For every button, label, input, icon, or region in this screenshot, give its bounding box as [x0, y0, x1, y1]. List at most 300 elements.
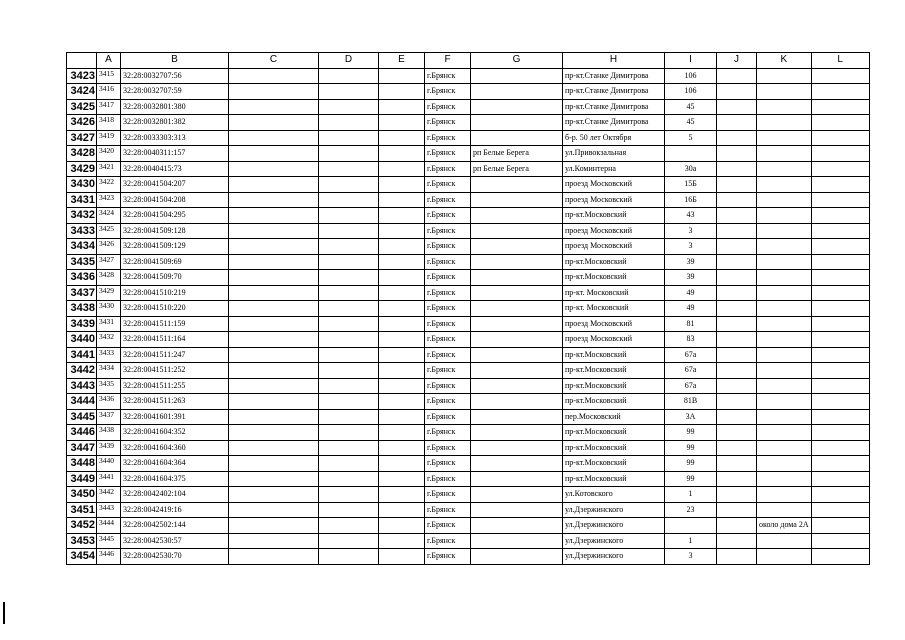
cell-h[interactable]: пр-кт.Станке Димитрова — [563, 115, 665, 131]
cell-e[interactable] — [379, 192, 425, 208]
cell-i[interactable]: 49 — [665, 301, 717, 317]
cell-k[interactable] — [757, 99, 812, 115]
cell-a[interactable]: 3432 — [97, 332, 121, 348]
column-header-a[interactable]: A — [97, 53, 121, 69]
cell-i[interactable]: 3 — [665, 549, 717, 565]
cell-h[interactable]: пр-кт.Московский — [563, 378, 665, 394]
cell-e[interactable] — [379, 239, 425, 255]
cell-g[interactable]: рп Белые Берега — [471, 146, 563, 162]
cell-a[interactable]: 3421 — [97, 161, 121, 177]
cell-e[interactable] — [379, 254, 425, 270]
cell-a[interactable]: 3439 — [97, 440, 121, 456]
cell-f[interactable]: г.Брянск — [425, 270, 471, 286]
cell-h[interactable]: пр-кт.Московский — [563, 347, 665, 363]
cell-d[interactable] — [319, 440, 379, 456]
cell-e[interactable] — [379, 471, 425, 487]
cell-e[interactable] — [379, 177, 425, 193]
cell-b[interactable]: 32:28:0041604:360 — [121, 440, 229, 456]
row-number[interactable]: 3453 — [67, 533, 97, 549]
cell-b[interactable]: 32:28:0041511:263 — [121, 394, 229, 410]
row-number[interactable]: 3446 — [67, 425, 97, 441]
row-number[interactable]: 3424 — [67, 84, 97, 100]
row-number[interactable]: 3434 — [67, 239, 97, 255]
cell-f[interactable]: г.Брянск — [425, 456, 471, 472]
row-number[interactable]: 3426 — [67, 115, 97, 131]
cell-g[interactable] — [471, 332, 563, 348]
cell-g[interactable] — [471, 471, 563, 487]
cell-j[interactable] — [717, 409, 757, 425]
row-number[interactable]: 3441 — [67, 347, 97, 363]
cell-f[interactable]: г.Брянск — [425, 533, 471, 549]
cell-j[interactable] — [717, 363, 757, 379]
cell-l[interactable] — [811, 518, 869, 534]
cell-j[interactable] — [717, 285, 757, 301]
cell-j[interactable] — [717, 533, 757, 549]
cell-l[interactable] — [811, 99, 869, 115]
cell-i[interactable]: 99 — [665, 440, 717, 456]
cell-g[interactable] — [471, 239, 563, 255]
cell-l[interactable] — [811, 254, 869, 270]
cell-c[interactable] — [229, 177, 319, 193]
cell-b[interactable]: 32:28:0032801:380 — [121, 99, 229, 115]
cell-g[interactable] — [471, 425, 563, 441]
cell-b[interactable]: 32:28:0041510:220 — [121, 301, 229, 317]
column-header-k[interactable]: K — [757, 53, 812, 69]
cell-h[interactable]: проезд Московский — [563, 177, 665, 193]
cell-e[interactable] — [379, 316, 425, 332]
column-header-b[interactable]: B — [121, 53, 229, 69]
cell-c[interactable] — [229, 223, 319, 239]
cell-f[interactable]: г.Брянск — [425, 549, 471, 565]
cell-f[interactable]: г.Брянск — [425, 409, 471, 425]
row-number[interactable]: 3431 — [67, 192, 97, 208]
cell-b[interactable]: 32:28:0041509:70 — [121, 270, 229, 286]
column-header-h[interactable]: H — [563, 53, 665, 69]
cell-b[interactable]: 32:28:0032801:382 — [121, 115, 229, 131]
cell-i[interactable]: 15Б — [665, 177, 717, 193]
cell-d[interactable] — [319, 99, 379, 115]
cell-a[interactable]: 3422 — [97, 177, 121, 193]
cell-a[interactable]: 3435 — [97, 378, 121, 394]
cell-e[interactable] — [379, 270, 425, 286]
cell-b[interactable]: 32:28:0032707:59 — [121, 84, 229, 100]
cell-d[interactable] — [319, 409, 379, 425]
cell-i[interactable]: 16Б — [665, 192, 717, 208]
cell-d[interactable] — [319, 254, 379, 270]
cell-l[interactable] — [811, 347, 869, 363]
cell-k[interactable] — [757, 394, 812, 410]
row-number[interactable]: 3445 — [67, 409, 97, 425]
cell-c[interactable] — [229, 471, 319, 487]
cell-e[interactable] — [379, 456, 425, 472]
cell-d[interactable] — [319, 177, 379, 193]
cell-g[interactable] — [471, 378, 563, 394]
cell-f[interactable]: г.Брянск — [425, 316, 471, 332]
cell-e[interactable] — [379, 68, 425, 84]
cell-e[interactable] — [379, 502, 425, 518]
cell-l[interactable] — [811, 285, 869, 301]
cell-b[interactable]: 32:28:0041511:247 — [121, 347, 229, 363]
cell-j[interactable] — [717, 130, 757, 146]
row-number[interactable]: 3437 — [67, 285, 97, 301]
cell-a[interactable]: 3417 — [97, 99, 121, 115]
cell-g[interactable] — [471, 487, 563, 503]
cell-k[interactable] — [757, 332, 812, 348]
row-number[interactable]: 3444 — [67, 394, 97, 410]
cell-l[interactable] — [811, 161, 869, 177]
cell-e[interactable] — [379, 363, 425, 379]
cell-e[interactable] — [379, 518, 425, 534]
cell-i[interactable]: 5 — [665, 130, 717, 146]
cell-i[interactable]: 49 — [665, 285, 717, 301]
row-number[interactable]: 3438 — [67, 301, 97, 317]
cell-b[interactable]: 32:28:0042419:16 — [121, 502, 229, 518]
cell-d[interactable] — [319, 239, 379, 255]
cell-i[interactable]: 67а — [665, 347, 717, 363]
cell-a[interactable]: 3441 — [97, 471, 121, 487]
cell-h[interactable]: проезд Московский — [563, 316, 665, 332]
cell-k[interactable] — [757, 363, 812, 379]
cell-a[interactable]: 3446 — [97, 549, 121, 565]
cell-f[interactable]: г.Брянск — [425, 254, 471, 270]
cell-k[interactable] — [757, 425, 812, 441]
cell-j[interactable] — [717, 549, 757, 565]
cell-j[interactable] — [717, 192, 757, 208]
cell-i[interactable] — [665, 518, 717, 534]
cell-h[interactable]: ул.Привокзальная — [563, 146, 665, 162]
cell-f[interactable]: г.Брянск — [425, 130, 471, 146]
cell-j[interactable] — [717, 146, 757, 162]
cell-k[interactable] — [757, 146, 812, 162]
cell-i[interactable]: 30а — [665, 161, 717, 177]
cell-l[interactable] — [811, 301, 869, 317]
cell-b[interactable]: 32:28:0041511:164 — [121, 332, 229, 348]
cell-f[interactable]: г.Брянск — [425, 285, 471, 301]
column-header-f[interactable]: F — [425, 53, 471, 69]
cell-g[interactable] — [471, 456, 563, 472]
cell-c[interactable] — [229, 130, 319, 146]
cell-j[interactable] — [717, 378, 757, 394]
cell-e[interactable] — [379, 425, 425, 441]
cell-k[interactable] — [757, 549, 812, 565]
cell-h[interactable]: ул.Дзержинского — [563, 502, 665, 518]
cell-b[interactable]: 32:28:0041509:129 — [121, 239, 229, 255]
cell-j[interactable] — [717, 301, 757, 317]
cell-a[interactable]: 3428 — [97, 270, 121, 286]
cell-d[interactable] — [319, 425, 379, 441]
cell-e[interactable] — [379, 208, 425, 224]
cell-c[interactable] — [229, 99, 319, 115]
cell-c[interactable] — [229, 533, 319, 549]
cell-c[interactable] — [229, 192, 319, 208]
cell-i[interactable]: 81 — [665, 316, 717, 332]
cell-l[interactable] — [811, 68, 869, 84]
row-number[interactable]: 3427 — [67, 130, 97, 146]
cell-k[interactable] — [757, 440, 812, 456]
cell-h[interactable]: ул.Дзержинского — [563, 549, 665, 565]
cell-j[interactable] — [717, 425, 757, 441]
cell-g[interactable] — [471, 285, 563, 301]
column-header-d[interactable]: D — [319, 53, 379, 69]
cell-f[interactable]: г.Брянск — [425, 471, 471, 487]
cell-f[interactable]: г.Брянск — [425, 223, 471, 239]
cell-h[interactable]: проезд Московский — [563, 332, 665, 348]
cell-i[interactable]: 43 — [665, 208, 717, 224]
cell-f[interactable]: г.Брянск — [425, 363, 471, 379]
row-number[interactable]: 3442 — [67, 363, 97, 379]
cell-a[interactable]: 3423 — [97, 192, 121, 208]
cell-a[interactable]: 3431 — [97, 316, 121, 332]
cell-g[interactable] — [471, 208, 563, 224]
cell-j[interactable] — [717, 84, 757, 100]
cell-j[interactable] — [717, 332, 757, 348]
cell-j[interactable] — [717, 518, 757, 534]
cell-a[interactable]: 3438 — [97, 425, 121, 441]
cell-k[interactable] — [757, 456, 812, 472]
cell-k[interactable] — [757, 84, 812, 100]
cell-b[interactable]: 32:28:0041511:255 — [121, 378, 229, 394]
cell-d[interactable] — [319, 161, 379, 177]
cell-e[interactable] — [379, 409, 425, 425]
cell-h[interactable]: ул.Дзержинского — [563, 533, 665, 549]
cell-k[interactable] — [757, 161, 812, 177]
cell-f[interactable]: г.Брянск — [425, 177, 471, 193]
cell-l[interactable] — [811, 177, 869, 193]
cell-l[interactable] — [811, 363, 869, 379]
cell-b[interactable]: 32:28:0041511:252 — [121, 363, 229, 379]
cell-g[interactable] — [471, 115, 563, 131]
row-number[interactable]: 3454 — [67, 549, 97, 565]
cell-i[interactable]: 3А — [665, 409, 717, 425]
cell-a[interactable]: 3425 — [97, 223, 121, 239]
column-header-i[interactable]: I — [665, 53, 717, 69]
cell-i[interactable]: 39 — [665, 270, 717, 286]
cell-c[interactable] — [229, 68, 319, 84]
cell-e[interactable] — [379, 161, 425, 177]
cell-l[interactable] — [811, 440, 869, 456]
cell-k[interactable] — [757, 347, 812, 363]
cell-l[interactable] — [811, 146, 869, 162]
cell-j[interactable] — [717, 394, 757, 410]
cell-d[interactable] — [319, 502, 379, 518]
cell-j[interactable] — [717, 316, 757, 332]
cell-j[interactable] — [717, 177, 757, 193]
cell-j[interactable] — [717, 471, 757, 487]
row-number[interactable]: 3435 — [67, 254, 97, 270]
cell-d[interactable] — [319, 84, 379, 100]
cell-l[interactable] — [811, 378, 869, 394]
cell-g[interactable] — [471, 192, 563, 208]
cell-d[interactable] — [319, 115, 379, 131]
cell-a[interactable]: 3419 — [97, 130, 121, 146]
cell-c[interactable] — [229, 394, 319, 410]
cell-d[interactable] — [319, 68, 379, 84]
row-number[interactable]: 3450 — [67, 487, 97, 503]
cell-b[interactable]: 32:28:0041509:128 — [121, 223, 229, 239]
cell-b[interactable]: 32:28:0042502:144 — [121, 518, 229, 534]
cell-j[interactable] — [717, 115, 757, 131]
cell-d[interactable] — [319, 223, 379, 239]
row-number[interactable]: 3449 — [67, 471, 97, 487]
cell-l[interactable] — [811, 316, 869, 332]
cell-j[interactable] — [717, 254, 757, 270]
cell-k[interactable] — [757, 471, 812, 487]
cell-d[interactable] — [319, 316, 379, 332]
column-header-g[interactable]: G — [471, 53, 563, 69]
cell-b[interactable]: 32:28:0041601:391 — [121, 409, 229, 425]
cell-k[interactable] — [757, 285, 812, 301]
cell-e[interactable] — [379, 533, 425, 549]
cell-l[interactable] — [811, 533, 869, 549]
cell-g[interactable] — [471, 394, 563, 410]
cell-l[interactable] — [811, 471, 869, 487]
cell-e[interactable] — [379, 223, 425, 239]
cell-g[interactable] — [471, 518, 563, 534]
cell-b[interactable]: 32:28:0041604:375 — [121, 471, 229, 487]
cell-h[interactable]: пр-кт.Московский — [563, 254, 665, 270]
cell-j[interactable] — [717, 99, 757, 115]
cell-i[interactable]: 106 — [665, 84, 717, 100]
cell-j[interactable] — [717, 270, 757, 286]
cell-f[interactable]: г.Брянск — [425, 347, 471, 363]
cell-h[interactable]: ул.Коминтерна — [563, 161, 665, 177]
cell-a[interactable]: 3433 — [97, 347, 121, 363]
cell-c[interactable] — [229, 161, 319, 177]
cell-d[interactable] — [319, 270, 379, 286]
row-number[interactable]: 3433 — [67, 223, 97, 239]
cell-b[interactable]: 32:28:0041604:364 — [121, 456, 229, 472]
cell-h[interactable]: пр-кт.Московский — [563, 394, 665, 410]
cell-g[interactable] — [471, 130, 563, 146]
cell-d[interactable] — [319, 471, 379, 487]
cell-e[interactable] — [379, 115, 425, 131]
cell-f[interactable]: г.Брянск — [425, 239, 471, 255]
cell-k[interactable] — [757, 239, 812, 255]
cell-d[interactable] — [319, 146, 379, 162]
cell-b[interactable]: 32:28:0032707:56 — [121, 68, 229, 84]
cell-f[interactable]: г.Брянск — [425, 99, 471, 115]
cell-j[interactable] — [717, 239, 757, 255]
cell-h[interactable]: пр-кт.Станке Димитрова — [563, 99, 665, 115]
cell-d[interactable] — [319, 130, 379, 146]
cell-h[interactable]: пр-кт. Московский — [563, 301, 665, 317]
cell-h[interactable]: пр-кт.Московский — [563, 471, 665, 487]
cell-d[interactable] — [319, 192, 379, 208]
cell-k[interactable] — [757, 254, 812, 270]
cell-f[interactable]: г.Брянск — [425, 84, 471, 100]
cell-a[interactable]: 3420 — [97, 146, 121, 162]
cell-d[interactable] — [319, 456, 379, 472]
cell-h[interactable]: пр-кт.Московский — [563, 440, 665, 456]
cell-j[interactable] — [717, 487, 757, 503]
row-number[interactable]: 3439 — [67, 316, 97, 332]
corner-header[interactable] — [67, 53, 97, 69]
cell-d[interactable] — [319, 363, 379, 379]
cell-g[interactable] — [471, 270, 563, 286]
row-number[interactable]: 3436 — [67, 270, 97, 286]
cell-g[interactable] — [471, 68, 563, 84]
cell-f[interactable]: г.Брянск — [425, 301, 471, 317]
cell-l[interactable] — [811, 130, 869, 146]
cell-c[interactable] — [229, 332, 319, 348]
cell-a[interactable]: 3426 — [97, 239, 121, 255]
cell-g[interactable] — [471, 84, 563, 100]
cell-g[interactable] — [471, 363, 563, 379]
cell-f[interactable]: г.Брянск — [425, 332, 471, 348]
cell-c[interactable] — [229, 549, 319, 565]
cell-k[interactable] — [757, 316, 812, 332]
row-number[interactable]: 3423 — [67, 68, 97, 84]
cell-b[interactable]: 32:28:0041504:207 — [121, 177, 229, 193]
cell-g[interactable] — [471, 347, 563, 363]
cell-h[interactable]: б-р. 50 лет Октября — [563, 130, 665, 146]
row-number[interactable]: 3430 — [67, 177, 97, 193]
cell-j[interactable] — [717, 223, 757, 239]
cell-l[interactable] — [811, 208, 869, 224]
cell-c[interactable] — [229, 518, 319, 534]
cell-k[interactable] — [757, 208, 812, 224]
cell-l[interactable] — [811, 456, 869, 472]
cell-d[interactable] — [319, 394, 379, 410]
cell-h[interactable]: пр-кт.Станке Димитрова — [563, 68, 665, 84]
cell-a[interactable]: 3415 — [97, 68, 121, 84]
cell-f[interactable]: г.Брянск — [425, 208, 471, 224]
row-number[interactable]: 3440 — [67, 332, 97, 348]
cell-k[interactable] — [757, 533, 812, 549]
cell-c[interactable] — [229, 208, 319, 224]
cell-j[interactable] — [717, 502, 757, 518]
column-header-j[interactable]: J — [717, 53, 757, 69]
cell-i[interactable]: 99 — [665, 456, 717, 472]
cell-l[interactable] — [811, 487, 869, 503]
cell-d[interactable] — [319, 347, 379, 363]
cell-h[interactable]: пр-кт.Московский — [563, 456, 665, 472]
cell-k[interactable]: около дома 2А — [757, 518, 812, 534]
cell-k[interactable] — [757, 130, 812, 146]
cell-h[interactable]: пр-кт.Московский — [563, 208, 665, 224]
cell-d[interactable] — [319, 301, 379, 317]
cell-k[interactable] — [757, 192, 812, 208]
row-number[interactable]: 3452 — [67, 518, 97, 534]
cell-l[interactable] — [811, 84, 869, 100]
cell-b[interactable]: 32:28:0042402:104 — [121, 487, 229, 503]
cell-a[interactable]: 3436 — [97, 394, 121, 410]
cell-h[interactable]: пр-кт. Московский — [563, 285, 665, 301]
cell-i[interactable]: 3 — [665, 239, 717, 255]
cell-i[interactable]: 45 — [665, 99, 717, 115]
cell-f[interactable]: г.Брянск — [425, 68, 471, 84]
cell-l[interactable] — [811, 192, 869, 208]
cell-b[interactable]: 32:28:0041504:295 — [121, 208, 229, 224]
cell-d[interactable] — [319, 332, 379, 348]
row-number[interactable]: 3447 — [67, 440, 97, 456]
cell-e[interactable] — [379, 301, 425, 317]
row-number[interactable]: 3425 — [67, 99, 97, 115]
cell-l[interactable] — [811, 332, 869, 348]
cell-d[interactable] — [319, 533, 379, 549]
cell-d[interactable] — [319, 549, 379, 565]
cell-c[interactable] — [229, 285, 319, 301]
cell-c[interactable] — [229, 378, 319, 394]
row-number[interactable]: 3448 — [67, 456, 97, 472]
column-header-e[interactable]: E — [379, 53, 425, 69]
cell-h[interactable]: проезд Московский — [563, 223, 665, 239]
cell-e[interactable] — [379, 394, 425, 410]
cell-f[interactable]: г.Брянск — [425, 192, 471, 208]
cell-l[interactable] — [811, 239, 869, 255]
cell-a[interactable]: 3418 — [97, 115, 121, 131]
cell-b[interactable]: 32:28:0042530:70 — [121, 549, 229, 565]
